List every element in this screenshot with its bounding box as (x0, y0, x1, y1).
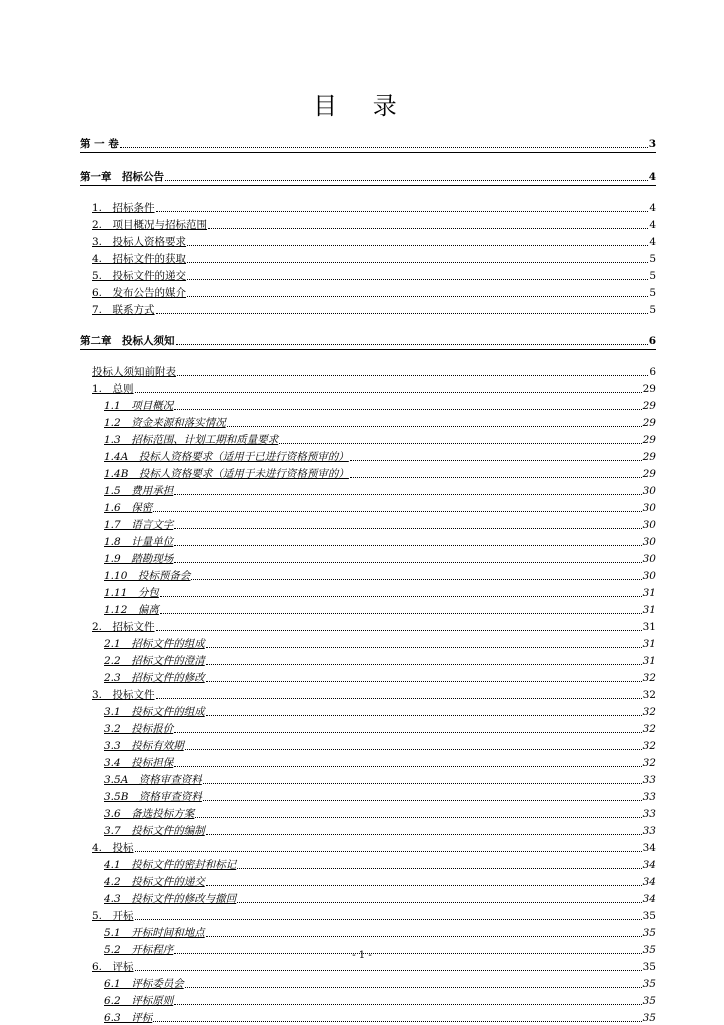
toc-leader-dots (279, 443, 641, 444)
toc-entry-page: 29 (642, 383, 656, 395)
toc-entry-label: 4.2 投标文件的递交 (104, 876, 205, 888)
toc-entry[interactable] (80, 923, 656, 940)
toc-entry-page: 33 (642, 774, 656, 786)
toc-entry-label: 1.12 偏离 (104, 604, 159, 616)
toc-entry-label: 3.1 投标文件的组成 (104, 706, 205, 718)
toc-entry-label: 4. 招标文件的获取 (92, 253, 187, 265)
toc-entry[interactable] (80, 549, 656, 566)
toc-leader-dots (135, 970, 642, 971)
toc-entry[interactable] (80, 362, 656, 379)
toc-title: 目 录 (313, 92, 411, 120)
toc-entry-page: 35 (642, 910, 656, 922)
toc-leader-dots (176, 344, 648, 345)
toc-leader-dots (120, 147, 648, 148)
toc-entry-page: 30 (642, 519, 656, 531)
toc-entry[interactable] (80, 668, 656, 685)
toc-leader-dots (350, 477, 642, 478)
toc-entry-label: 3.5A 资格审查资料 (104, 774, 202, 786)
toc-leader-dots (185, 987, 642, 988)
toc-entry-label: 3. 投标人资格要求 (92, 236, 187, 248)
toc-entry-label: 2. 招标文件 (92, 621, 155, 633)
toc-entry-page: 31 (642, 621, 656, 633)
toc-leader-dots (174, 409, 641, 410)
toc-entry[interactable] (80, 736, 656, 753)
toc-entry-label: 1.11 分包 (104, 587, 159, 599)
toc-entry-label: 6. 评标 (92, 961, 134, 973)
toc-entry-label: 1.1 项目概况 (104, 400, 174, 412)
toc-entry-page: 35 (642, 927, 656, 939)
toc-leader-dots (206, 885, 642, 886)
toc-entry-page: 33 (642, 808, 656, 820)
toc-leader-dots (160, 613, 642, 614)
toc-entry[interactable] (80, 515, 656, 532)
toc-entry-page: 35 (642, 944, 656, 956)
toc-entry-label: 1.10 投标预备会 (104, 570, 191, 582)
toc-leader-dots (203, 800, 642, 801)
toc-entry[interactable] (80, 821, 656, 838)
toc-entry-label: 第一章 招标公告 (80, 171, 164, 183)
toc-entry-page: 4 (649, 236, 656, 248)
toc-leader-dots (191, 579, 641, 580)
toc-entry-page: 4 (648, 171, 656, 183)
toc-entry-label: 4.3 投标文件的修改与撤回 (104, 893, 237, 905)
toc-entry-page: 6 (648, 335, 656, 347)
toc-entry-label: 7. 联系方式 (92, 304, 155, 316)
toc-entry-label: 5.1 开标时间和地点 (104, 927, 205, 939)
toc-entry[interactable] (80, 498, 656, 515)
toc-leader-dots (237, 902, 641, 903)
toc-entry-page: 5 (649, 304, 656, 316)
toc-entry[interactable] (80, 634, 656, 651)
toc-entry-page: 5 (649, 253, 656, 265)
toc-entry-label: 3.5B 资格审查资料 (104, 791, 202, 803)
toc-entry[interactable] (80, 855, 656, 872)
toc-entry[interactable] (80, 787, 656, 804)
toc-leader-dots (206, 681, 642, 682)
toc-entry-label: 1.2 资金来源和落实情况 (104, 417, 226, 429)
toc-entry-page: 32 (642, 706, 656, 718)
toc-entry-page: 5 (649, 270, 656, 282)
toc-entry[interactable] (80, 872, 656, 889)
toc-entry-label: 6. 发布公告的媒介 (92, 287, 187, 299)
toc-leader-dots (135, 919, 642, 920)
toc-leader-dots (174, 766, 641, 767)
toc-entry[interactable] (80, 838, 656, 855)
toc-entry-page: 35 (642, 961, 656, 973)
toc-entry[interactable] (80, 702, 656, 719)
toc-leader-dots (174, 494, 641, 495)
toc-entry-page: 32 (642, 689, 656, 701)
toc-entry-label: 1.4A 投标人资格要求（适用于已进行资格预审的） (104, 451, 349, 463)
toc-entry-page: 29 (642, 417, 656, 429)
toc-entry-label: 3.6 备选投标方案 (104, 808, 195, 820)
toc-entry[interactable] (80, 134, 656, 153)
toc-entry-label: 4. 投标 (92, 842, 134, 854)
toc-entry[interactable] (80, 481, 656, 498)
toc-leader-dots (156, 698, 642, 699)
toc-entry-page: 30 (642, 536, 656, 548)
toc-entry-page: 30 (642, 553, 656, 565)
toc-leader-dots (174, 1004, 641, 1005)
toc-entry-label: 3.7 投标文件的编制 (104, 825, 205, 837)
toc-entry-label: 3. 投标文件 (92, 689, 155, 701)
toc-entry-label: 2.1 招标文件的组成 (104, 638, 205, 650)
toc-leader-dots (135, 392, 642, 393)
toc-entry[interactable] (80, 651, 656, 668)
page-number-footer: - 1 - (352, 950, 372, 961)
toc-entry[interactable] (80, 167, 656, 186)
toc-entry[interactable] (80, 685, 656, 702)
toc-entry[interactable] (80, 430, 656, 447)
toc-entry-page: 32 (642, 757, 656, 769)
toc-entry-page: 34 (642, 859, 656, 871)
toc-entry-label: 1.8 计量单位 (104, 536, 174, 548)
toc-entry-label: 3.4 投标担保 (104, 757, 174, 769)
toc-entry-label: 6.2 评标原则 (104, 995, 174, 1007)
toc-leader-dots (156, 630, 642, 631)
toc-leader-dots (206, 664, 642, 665)
toc-entry-page: 5 (649, 287, 656, 299)
toc-entry-page: 30 (642, 485, 656, 497)
toc-entry-label: 1. 招标条件 (92, 202, 155, 214)
toc-entry-page: 29 (642, 451, 656, 463)
toc-entry-page: 29 (642, 434, 656, 446)
toc-entry[interactable] (80, 991, 656, 1008)
toc-leader-dots (206, 834, 642, 835)
toc-leader-dots (187, 262, 648, 263)
toc-entry[interactable] (80, 600, 656, 617)
toc-entry-label: 5.2 开标程序 (104, 944, 174, 956)
toc-entry-page: 30 (642, 502, 656, 514)
toc-entry-page: 35 (642, 1012, 656, 1024)
toc-entry[interactable] (80, 447, 656, 464)
toc-entry-page: 3 (648, 138, 656, 150)
toc-entry-page: 35 (642, 978, 656, 990)
toc-entry[interactable] (80, 974, 656, 991)
toc-entry-page: 34 (642, 842, 656, 854)
toc-entry-label: 第 一 卷 (80, 138, 119, 150)
toc-entry-label: 5. 开标 (92, 910, 134, 922)
toc-entry-page: 29 (642, 468, 656, 480)
toc-entry-page: 4 (649, 219, 656, 231)
toc-leader-dots (174, 732, 641, 733)
toc-entry-page: 6 (649, 366, 656, 378)
toc-entry[interactable] (80, 1008, 656, 1025)
toc-leader-dots (208, 228, 648, 229)
toc-leader-dots (174, 562, 641, 563)
toc-entry-label: 1.5 费用承担 (104, 485, 174, 497)
toc-entry[interactable] (80, 566, 656, 583)
toc-leader-dots (203, 783, 642, 784)
toc-entry-label: 4.1 投标文件的密封和标记 (104, 859, 237, 871)
toc-leader-dots (206, 936, 642, 937)
toc-entry[interactable] (80, 300, 656, 317)
toc-entry[interactable] (80, 464, 656, 481)
toc-entry[interactable] (80, 331, 656, 350)
toc-entry-page: 33 (642, 791, 656, 803)
toc-entry-label: 6.3 评标 (104, 1012, 153, 1024)
toc-entry[interactable] (80, 396, 656, 413)
toc-entry-label: 5. 投标文件的递交 (92, 270, 187, 282)
toc-leader-dots (160, 596, 642, 597)
toc-entry[interactable] (80, 617, 656, 634)
toc-entry-label: 2. 项目概况与招标范围 (92, 219, 208, 231)
toc-entry[interactable] (80, 249, 656, 266)
toc-entry[interactable] (80, 215, 656, 232)
toc-entry-page: 29 (642, 400, 656, 412)
toc-entry-label: 2.3 招标文件的修改 (104, 672, 205, 684)
toc-leader-dots (156, 313, 649, 314)
toc-leader-dots (177, 375, 648, 376)
toc-leader-dots (174, 528, 641, 529)
toc-entry[interactable] (80, 532, 656, 549)
toc-entry[interactable] (80, 583, 656, 600)
toc-entry-page: 31 (642, 638, 656, 650)
toc-entry-label: 3.3 投标有效期 (104, 740, 184, 752)
toc-entry-label: 1.9 踏勘现场 (104, 553, 174, 565)
toc-entry[interactable] (80, 379, 656, 396)
toc-entry[interactable] (80, 906, 656, 923)
toc-entry-page: 34 (642, 893, 656, 905)
toc-entry[interactable] (80, 889, 656, 906)
toc-entry-page: 33 (642, 825, 656, 837)
toc-leader-dots (237, 868, 641, 869)
toc-leader-dots (156, 211, 649, 212)
toc-entry[interactable] (80, 753, 656, 770)
toc-entry[interactable] (80, 770, 656, 787)
toc-entry[interactable] (80, 232, 656, 249)
toc-entry-page: 32 (642, 740, 656, 752)
toc-entry-page: 34 (642, 876, 656, 888)
toc-leader-dots (187, 279, 648, 280)
toc-entry[interactable] (80, 413, 656, 430)
toc-leader-dots (195, 817, 641, 818)
toc-entry-page: 31 (642, 604, 656, 616)
toc-entry-label: 1. 总则 (92, 383, 134, 395)
toc-entry[interactable] (80, 719, 656, 736)
toc-entry-page: 32 (642, 723, 656, 735)
toc-entry-page: 30 (642, 570, 656, 582)
toc-entry[interactable] (80, 266, 656, 283)
table-of-contents (80, 134, 656, 1025)
toc-entry[interactable] (80, 804, 656, 821)
toc-entry-page: 31 (642, 655, 656, 667)
toc-entry-label: 1.4B 投标人资格要求（适用于未进行资格预审的） (104, 468, 349, 480)
toc-leader-dots (135, 851, 642, 852)
toc-leader-dots (206, 715, 642, 716)
toc-leader-dots (350, 460, 642, 461)
toc-leader-dots (153, 511, 641, 512)
toc-entry[interactable] (80, 283, 656, 300)
toc-entry-label: 1.3 招标范围、计划工期和质量要求 (104, 434, 279, 446)
toc-leader-dots (153, 1021, 641, 1022)
toc-leader-dots (174, 545, 641, 546)
toc-entry-label: 6.1 评标委员会 (104, 978, 184, 990)
toc-entry-page: 35 (642, 995, 656, 1007)
toc-entry-label: 1.7 语言文字 (104, 519, 174, 531)
toc-entry-page: 32 (642, 672, 656, 684)
toc-entry-label: 第二章 投标人须知 (80, 335, 175, 347)
toc-entry-page: 31 (642, 587, 656, 599)
toc-leader-dots (187, 245, 648, 246)
toc-leader-dots (185, 749, 642, 750)
toc-leader-dots (227, 426, 642, 427)
toc-entry-label: 2.2 招标文件的澄清 (104, 655, 205, 667)
toc-entry-label: 投标人须知前附表 (92, 366, 176, 378)
toc-entry-page: 4 (649, 202, 656, 214)
toc-leader-dots (187, 296, 648, 297)
toc-leader-dots (206, 647, 642, 648)
toc-entry-label: 1.6 保密 (104, 502, 153, 514)
toc-leader-dots (165, 180, 648, 181)
toc-entry-label: 3.2 投标报价 (104, 723, 174, 735)
toc-entry[interactable] (80, 198, 656, 215)
